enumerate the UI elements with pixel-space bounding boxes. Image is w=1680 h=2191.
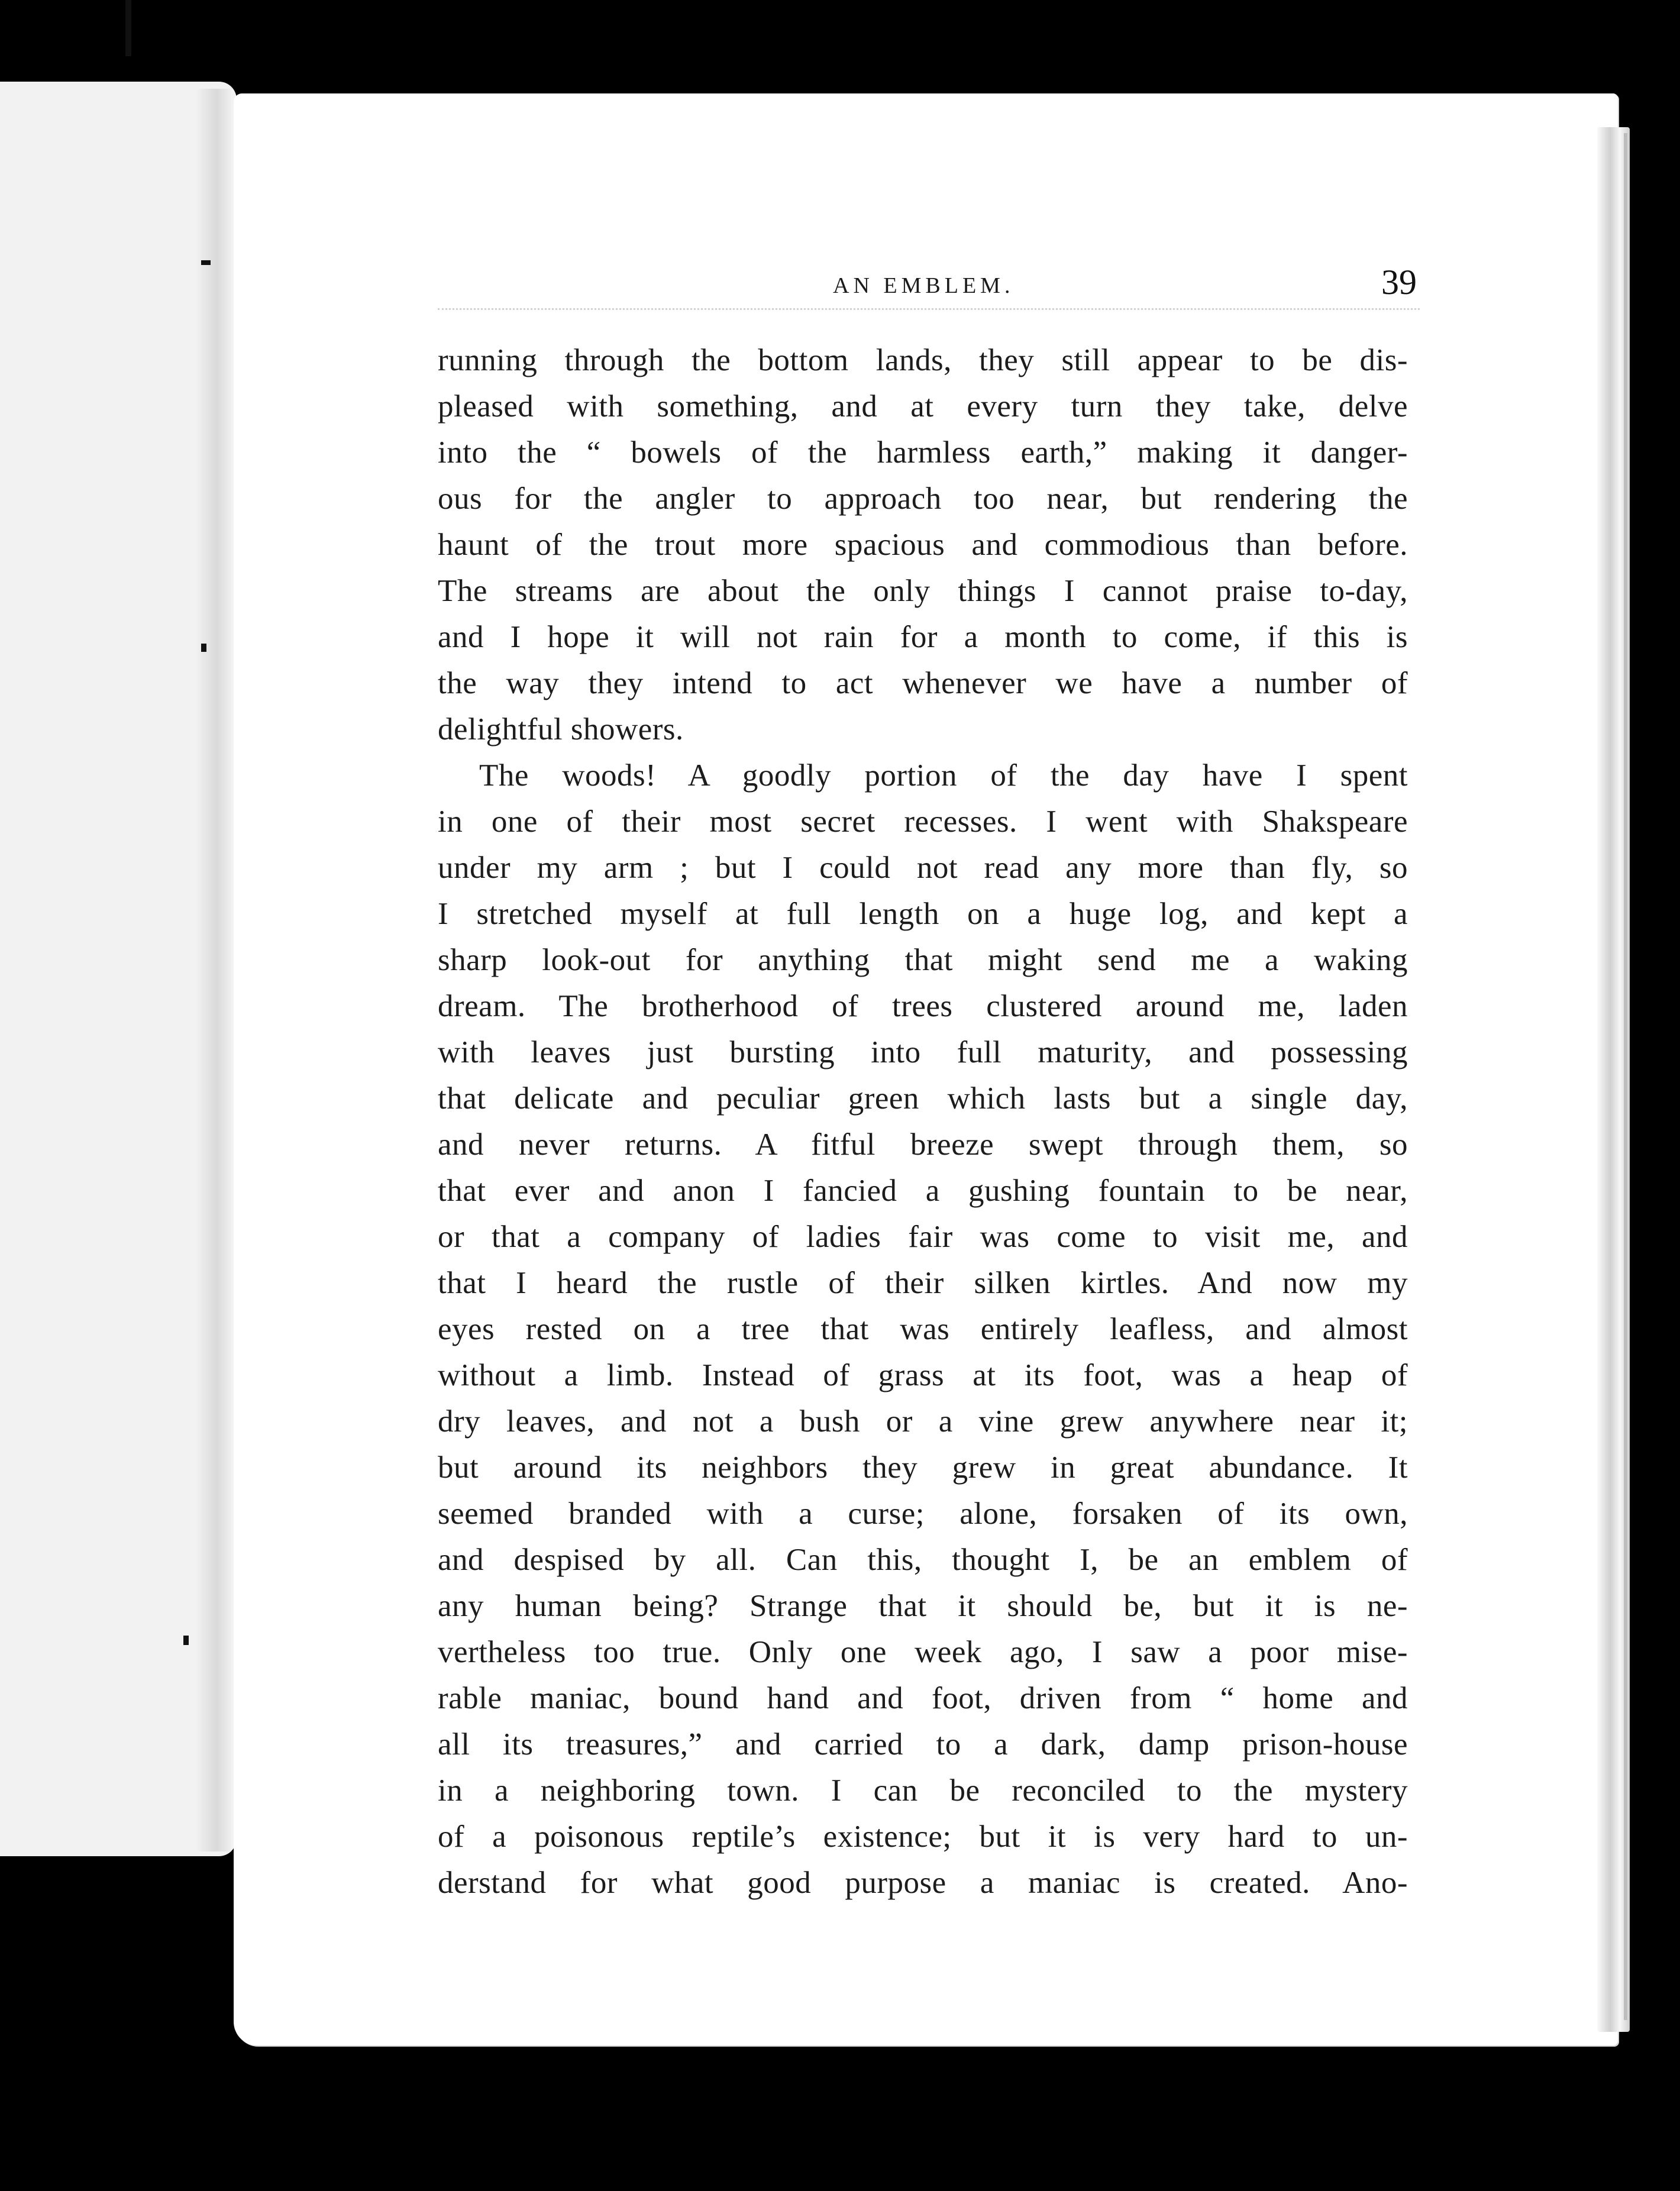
text-line: delightful showers.: [438, 712, 684, 747]
text-line: without a limb. Instead of grass at its foot, was a heap of: [438, 1358, 1408, 1392]
text-line: The woods! A goodly portion of the day have I spent: [479, 758, 1408, 793]
text-line: and never returns. A fitful breeze swept through them, so: [438, 1127, 1408, 1162]
text-line: eyes rested on a tree that was entirely leafless, and almost: [438, 1312, 1408, 1346]
text-line: any human being? Strange that it should be, but it is ne-: [438, 1589, 1408, 1623]
text-line: the way they intend to act whenever we have a number of: [438, 666, 1408, 700]
text-line: into the “ bowels of the harmless earth,” making it danger-: [438, 435, 1408, 470]
facing-page-gutter: [195, 89, 231, 1851]
text-line: seemed branded with a curse; alone, forsaken of its own,: [438, 1497, 1408, 1531]
text-line: in a neighboring town. I can be reconciled to the mystery: [438, 1773, 1408, 1808]
text-line: and I hope it will not rain for a month to come, if this is: [438, 620, 1408, 654]
text-line: pleased with something, and at every turn they take, delve: [438, 389, 1408, 424]
text-line: in one of their most secret recesses. I went with Shakspeare: [438, 804, 1408, 839]
text-line: haunt of the trout more spacious and commodious than before.: [438, 528, 1408, 562]
page-header: [438, 263, 1426, 316]
text-line: of a poisonous reptile’s existence; but it is very hard to un-: [438, 1820, 1408, 1854]
text-line: with leaves just bursting into full maturity, and possessing: [438, 1035, 1408, 1069]
text-line: vertheless too true. Only one week ago, I saw a poor mise-: [438, 1635, 1408, 1669]
text-line: derstand for what good purpose a maniac is created. Ano-: [438, 1866, 1408, 1900]
scan-mark: [183, 1636, 189, 1645]
text-line: all its treasures,” and carried to a dark, damp prison-house: [438, 1727, 1408, 1762]
text-line: dry leaves, and not a bush or a vine grew anywhere near it;: [438, 1404, 1408, 1439]
text-line: ous for the angler to approach too near, but rendering the: [438, 481, 1408, 516]
text-line: that delicate and peculiar green which lasts but a single day,: [438, 1081, 1408, 1116]
text-line: under my arm ; but I could not read any more than fly, so: [438, 851, 1408, 885]
text-line: dream. The brotherhood of trees clustered around me, laden: [438, 989, 1408, 1023]
text-line: that ever and anon I fancied a gushing fountain to be near,: [438, 1174, 1408, 1208]
text-line: sharp look-out for anything that might send me a waking: [438, 943, 1408, 977]
scan-mark: [125, 0, 131, 56]
text-line: rable maniac, bound hand and foot, driven from “ home and: [438, 1681, 1408, 1715]
text-line: running through the bottom lands, they still appear to be dis-: [438, 343, 1408, 377]
text-line: The streams are about the only things I cannot praise to-day,: [438, 574, 1408, 608]
page-number: 39: [1381, 263, 1417, 302]
scan-mark: [201, 260, 211, 265]
text-line: that I heard the rustle of their silken kirtles. And now my: [438, 1266, 1408, 1300]
text-line: or that a company of ladies fair was come to visit me, and: [438, 1220, 1408, 1254]
text-line: but around its neighbors they grew in great abundance. It: [438, 1450, 1408, 1485]
body-text: [438, 337, 1408, 1906]
text-line: and despised by all. Can this, thought I, be an emblem of: [438, 1543, 1408, 1577]
text-line: I stretched myself at full length on a huge log, and kept a: [438, 897, 1408, 931]
scan-mark: [201, 644, 206, 652]
running-head: AN EMBLEM.: [833, 273, 1015, 298]
page-edge-line: [1624, 133, 1627, 2020]
header-rule: [438, 308, 1420, 310]
